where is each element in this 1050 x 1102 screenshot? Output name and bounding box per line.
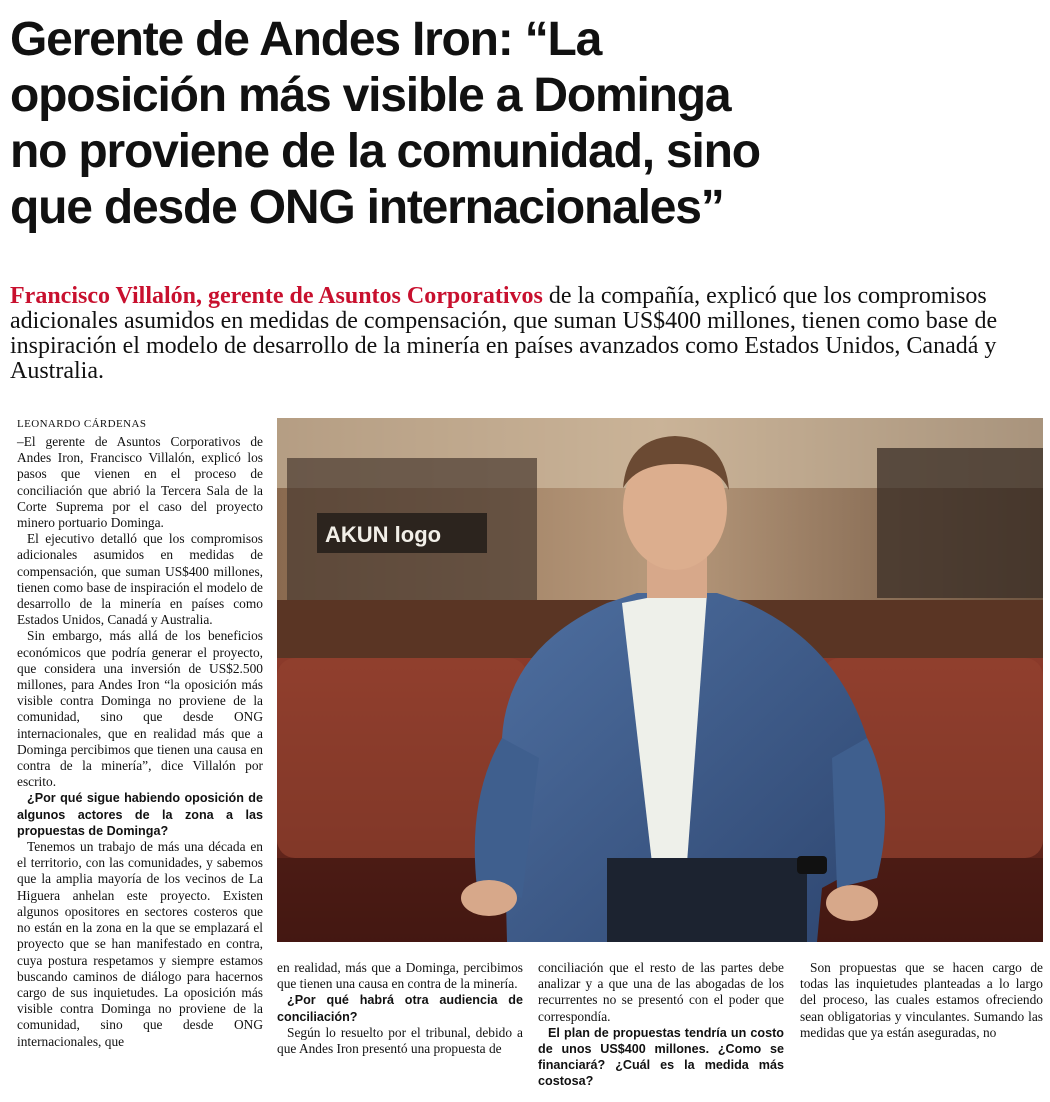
paragraph: Sin embargo, más allá de los beneficios económicos que podría generar el proyecto, que considera una inversión de US$2.500 millones, para Andes Iron “la oposición más visible contra Dominga no proviene de la comunidad, sino que desde ONG internacionales, que en realidad más que a Dominga percibimos que tienen una causa en contra de la minería”, dice Villalón por escrito. [17, 628, 263, 790]
paragraph: Según lo resuelto por el tribunal, debido a que Andes Iron presentó una propuesta de [277, 1024, 523, 1057]
headline-line: que desde ONG internacionales” [10, 181, 724, 234]
headline-line: Gerente de Andes Iron: “La [10, 13, 602, 66]
back-shelves [877, 448, 1043, 598]
paragraph: en realidad, más que a Dominga, percibimos que tienen una causa en contra de la minería. [277, 960, 523, 992]
article-column-3 [538, 960, 784, 1090]
interview-photo [277, 418, 1043, 942]
photo-illustration [277, 418, 1043, 942]
right-hand [826, 885, 878, 921]
paragraph: Tenemos un trabajo de más una década en el territorio, con las comunidades, y sabemos que la amplia mayoría de los vecinos de La Higuera anhelan este proyecto. Existen algunos opositores en sectores costeros que no están en la zona en la que se emplazará el proyecto que se han manifestado en contra, cuya postura respetamos y siempre estamos buscando caminos de diálogo para hacernos cargo de sus inquietudes. La oposición más visible contra Dominga no proviene de la comunidad, sino que desde ONG internacionales, que [17, 839, 263, 1049]
watch [797, 856, 827, 874]
left-hand [461, 880, 517, 916]
lead-highlight: Francisco Villalón, gerente de Asuntos Corporativos [10, 283, 543, 309]
article-column-4 [800, 960, 1043, 1041]
sign-text: AKUN logo [325, 522, 442, 547]
trousers [607, 858, 807, 942]
interview-question: El plan de propuestas tendría un costo de unos US$400 millones. ¿Como se financiará? ¿Cuál es la medida más costosa? [538, 1025, 784, 1089]
paragraph: –El gerente de Asuntos Corporativos de Andes Iron, Francisco Villalón, explicó los pasos que vienen en el proceso de conciliación que abrió la Tercera Sala de la Corte Suprema por el caso del proyecto minero portuario Dominga. [17, 434, 263, 531]
interview-question: ¿Por qué habrá otra audiencia de conciliación? [277, 993, 523, 1024]
lead-text: de la compañía, explicó que los compromisos adicionales asumidos en medidas de compensación, que suman US$400 millones, tienen como base de inspiración el modelo de desarrollo de la minería en países avanzados como Estados Unidos, Canadá y Australia. [10, 283, 998, 384]
headline [10, 12, 1040, 236]
byline: LEONARDO CÁRDENAS [17, 418, 147, 430]
article-column-1 [17, 434, 263, 1050]
lead-paragraph [10, 284, 1045, 384]
paragraph: conciliación que el resto de las partes debe analizar y a que una de las abogadas de los recurrentes no se presentó con el poder que correspondía. [538, 960, 784, 1024]
interview-question: ¿Por qué sigue habiendo oposición de algunos actores de la zona a las propuestas de Dominga? [17, 791, 263, 838]
headline-line: no proviene de la comunidad, sino [10, 125, 760, 178]
article-column-2 [277, 960, 523, 1057]
paragraph: El ejecutivo detalló que los compromisos adicionales asumidos en medidas de compensación, que suman US$400 millones, tienen como base de inspiración el modelo de desarrollo de la minería en países como Estados Unidos, Canadá y Australia. [17, 531, 263, 628]
headline-line: oposición más visible a Dominga [10, 69, 731, 122]
paragraph: Son propuestas que se hacen cargo de todas las inquietudes planteadas a lo largo del proceso, las cuales estamos ofreciendo sean obligatorias y vinculantes. Sumando las medidas que ya están aseguradas, no [800, 960, 1043, 1040]
